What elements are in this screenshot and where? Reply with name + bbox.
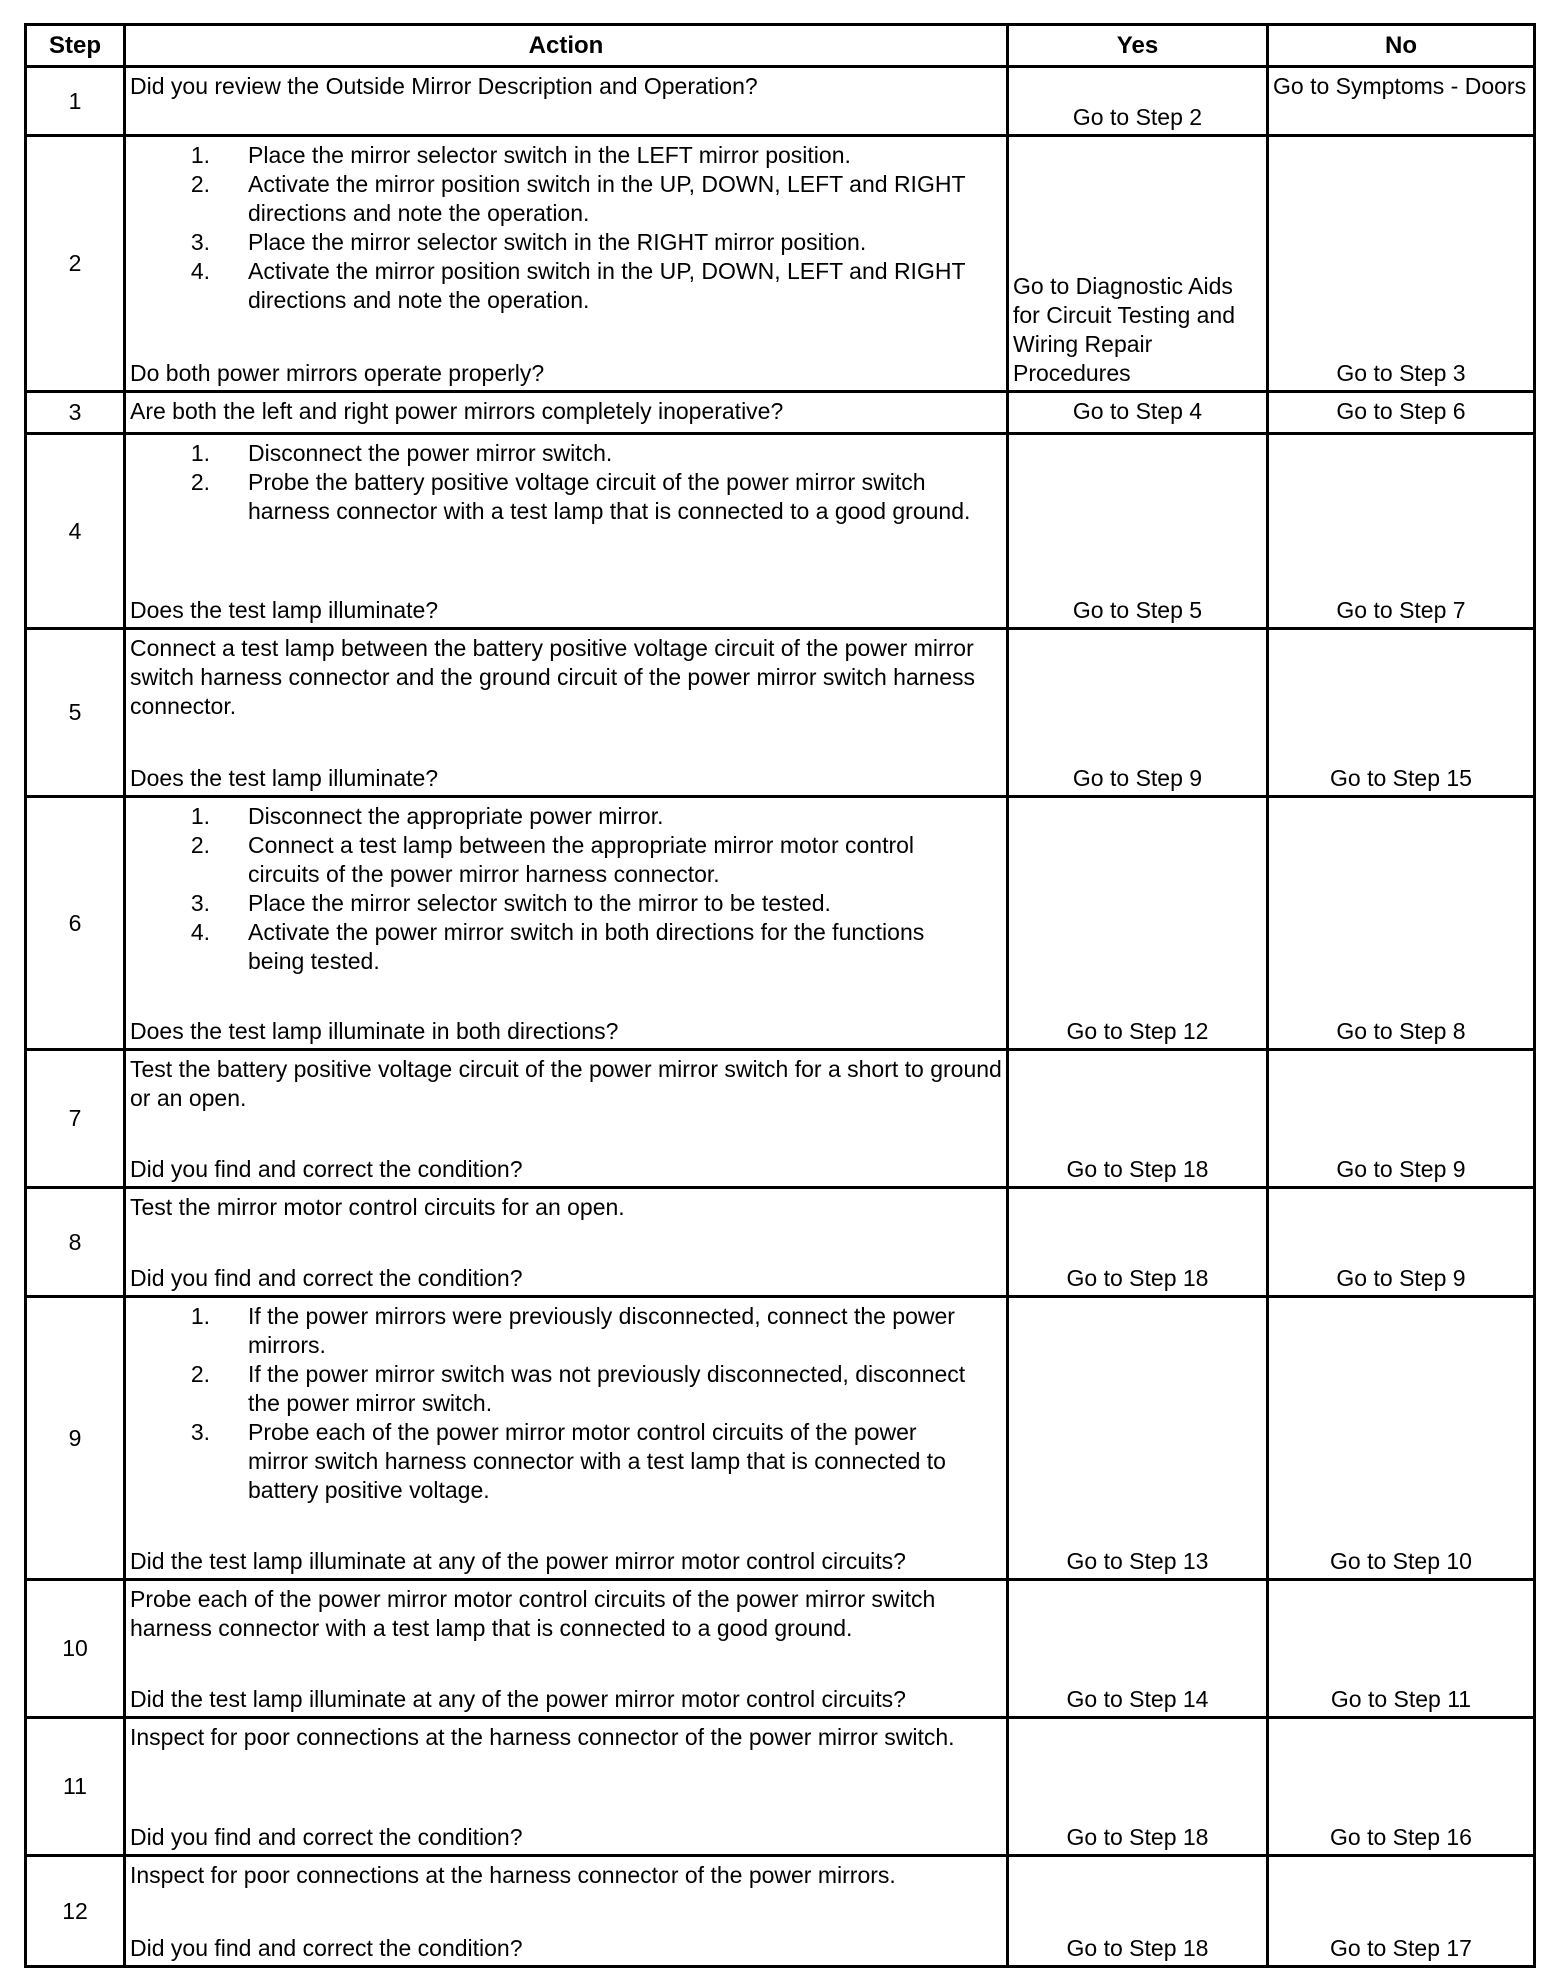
action-cell [125, 434, 1008, 629]
action-question: Did you find and correct the condition? [130, 1824, 523, 1850]
procedure-item-text: If the power mirrors were previously disconnected, connect the power mirrors. [248, 1303, 955, 1358]
procedure-item [130, 141, 1002, 170]
action-question: Do both power mirrors operate properly? [130, 360, 545, 386]
no-result: Go to Step 16 [1268, 1718, 1535, 1856]
procedure-item [130, 889, 1002, 918]
procedure-item-text: Connect a test lamp between the appropriate mirror motor control circuits of the power mirror harness connector. [248, 832, 915, 887]
step-header: Step [26, 25, 125, 67]
step-number: 12 [26, 1856, 125, 1967]
table-row [26, 434, 1535, 629]
action-cell [125, 1718, 1008, 1856]
yes-result: Go to Step 18 [1008, 1188, 1268, 1297]
procedure-item [130, 257, 1002, 315]
action-question: Does the test lamp illuminate? [130, 597, 439, 623]
procedure-item-number: 4. [190, 919, 210, 945]
action-question: Did you find and correct the condition? [130, 1265, 523, 1291]
table-row [26, 797, 1535, 1050]
action-cell [125, 629, 1008, 797]
procedure-item-text: Place the mirror selector switch in the LEFT mirror position. [248, 142, 851, 168]
table-row [26, 1297, 1535, 1580]
yes-result: Go to Step 18 [1008, 1718, 1268, 1856]
no-header: No [1268, 25, 1535, 67]
step-number: 1 [26, 67, 125, 136]
procedure-item-text: Place the mirror selector switch in the RIGHT mirror position. [248, 229, 867, 255]
action-question: Does the test lamp illuminate in both directions? [130, 1018, 619, 1044]
procedure-item-number: 2. [190, 171, 210, 197]
step-number: 9 [26, 1297, 125, 1580]
action-header: Action [125, 25, 1008, 67]
action-cell [125, 136, 1008, 392]
action-question: Did you find and correct the condition? [130, 1156, 523, 1182]
no-result: Go to Step 9 [1268, 1188, 1535, 1297]
action-text: Connect a test lamp between the battery positive voltage circuit of the power mirror switch harness connector and the ground circuit of the power mirror switch harness connector. [130, 635, 976, 719]
procedure-list [130, 439, 1002, 526]
no-result: Go to Step 6 [1268, 392, 1535, 434]
action-text: Inspect for poor connections at the harness connector of the power mirror switch. [130, 1724, 955, 1750]
procedure-item-text: If the power mirror switch was not previously disconnected, disconnect the power mirror switch. [248, 1361, 966, 1416]
procedure-item [130, 802, 1002, 831]
action-cell [125, 1050, 1008, 1188]
action-text: Did you review the Outside Mirror Description and Operation? [130, 73, 758, 99]
action-question: Did the test lamp illuminate at any of the power mirror motor control circuits? [130, 1548, 906, 1574]
no-result: Go to Step 9 [1268, 1050, 1535, 1188]
no-result: Go to Step 17 [1268, 1856, 1535, 1967]
no-result: Go to Step 3 [1268, 136, 1535, 392]
procedure-item-number: 2. [190, 469, 210, 495]
action-cell [125, 1188, 1008, 1297]
table-row [26, 392, 1535, 434]
procedure-item-text: Disconnect the appropriate power mirror. [248, 803, 664, 829]
yes-result: Go to Diagnostic Aids for Circuit Testing and Wiring Repair Procedures [1008, 136, 1268, 392]
step-number: 10 [26, 1580, 125, 1718]
procedure-item-number: 3. [190, 890, 210, 916]
procedure-item-number: 1. [190, 142, 210, 168]
table-row [26, 1580, 1535, 1718]
procedure-item [130, 918, 1002, 976]
procedure-item-number: 4. [190, 258, 210, 284]
yes-header: Yes [1008, 25, 1268, 67]
action-text: Probe each of the power mirror motor control circuits of the power mirror switch harness connector with a test lamp that is connected to a good ground. [130, 1586, 936, 1641]
action-question: Did the test lamp illuminate at any of the power mirror motor control circuits? [130, 1686, 906, 1712]
header-row [26, 25, 1535, 67]
procedure-item-number: 2. [190, 832, 210, 858]
procedure-item [130, 170, 1002, 228]
procedure-item [130, 1302, 1002, 1360]
action-cell [125, 1580, 1008, 1718]
procedure-item [130, 831, 1002, 889]
step-number: 5 [26, 629, 125, 797]
procedure-item-number: 2. [190, 1361, 210, 1387]
yes-result: Go to Step 4 [1008, 392, 1268, 434]
yes-result: Go to Step 18 [1008, 1050, 1268, 1188]
yes-result: Go to Step 5 [1008, 434, 1268, 629]
action-question: Does the test lamp illuminate? [130, 765, 439, 791]
procedure-item [130, 1360, 1002, 1418]
procedure-item-number: 3. [190, 1419, 210, 1445]
no-result: Go to Symptoms - Doors [1268, 67, 1535, 136]
procedure-item-text: Activate the mirror position switch in the UP, DOWN, LEFT and RIGHT directions and note the operation. [248, 258, 966, 313]
step-number: 6 [26, 797, 125, 1050]
no-result: Go to Step 11 [1268, 1580, 1535, 1718]
yes-result: Go to Step 18 [1008, 1856, 1268, 1967]
table-row [26, 1188, 1535, 1297]
action-text: Inspect for poor connections at the harness connector of the power mirrors. [130, 1862, 896, 1888]
step-number: 8 [26, 1188, 125, 1297]
procedure-item-text: Disconnect the power mirror switch. [248, 440, 613, 466]
procedure-item-text: Activate the power mirror switch in both directions for the functions being tested. [248, 919, 925, 974]
procedure-list [130, 1302, 1002, 1505]
procedure-item [130, 1418, 1002, 1505]
action-cell [125, 67, 1008, 136]
action-cell [125, 797, 1008, 1050]
procedure-item-text: Probe each of the power mirror motor control circuits of the power mirror switch harness connector with a test lamp that is connected to battery positive voltage. [248, 1419, 946, 1503]
step-number: 7 [26, 1050, 125, 1188]
procedure-list [130, 802, 1002, 976]
yes-result: Go to Step 2 [1008, 67, 1268, 136]
procedure-item-text: Probe the battery positive voltage circuit of the power mirror switch harness connector with a test lamp that is connected to a good ground. [248, 469, 971, 524]
action-text: Are both the left and right power mirrors completely inoperative? [130, 398, 784, 424]
step-number: 2 [26, 136, 125, 392]
procedure-item-number: 3. [190, 229, 210, 255]
no-result: Go to Step 8 [1268, 797, 1535, 1050]
procedure-item-text: Activate the mirror position switch in the UP, DOWN, LEFT and RIGHT directions and note the operation. [248, 171, 966, 226]
procedure-item [130, 228, 1002, 257]
step-number: 4 [26, 434, 125, 629]
no-result: Go to Step 7 [1268, 434, 1535, 629]
no-result: Go to Step 15 [1268, 629, 1535, 797]
procedure-item [130, 468, 1002, 526]
procedure-item-number: 1. [190, 1303, 210, 1329]
action-text: Test the mirror motor control circuits for an open. [130, 1194, 625, 1220]
step-number: 3 [26, 392, 125, 434]
no-result: Go to Step 10 [1268, 1297, 1535, 1580]
procedure-list [130, 141, 1002, 315]
action-cell [125, 392, 1008, 434]
procedure-item-text: Place the mirror selector switch to the mirror to be tested. [248, 890, 831, 916]
yes-result: Go to Step 9 [1008, 629, 1268, 797]
yes-result: Go to Step 13 [1008, 1297, 1268, 1580]
action-text: Test the battery positive voltage circuit of the power mirror switch for a short to ground or an open. [130, 1056, 1002, 1111]
action-cell [125, 1856, 1008, 1967]
table-row [26, 136, 1535, 392]
action-cell [125, 1297, 1008, 1580]
yes-result: Go to Step 12 [1008, 797, 1268, 1050]
action-question: Did you find and correct the condition? [130, 1935, 523, 1961]
procedure-item-number: 1. [190, 803, 210, 829]
table-row [26, 1050, 1535, 1188]
table-row [26, 1718, 1535, 1856]
procedure-item-number: 1. [190, 440, 210, 466]
table-row [26, 629, 1535, 797]
table-row [26, 1856, 1535, 1967]
step-number: 11 [26, 1718, 125, 1856]
diagnostic-table [24, 23, 1536, 1968]
table-row [26, 67, 1535, 136]
yes-result: Go to Step 14 [1008, 1580, 1268, 1718]
procedure-item [130, 439, 1002, 468]
